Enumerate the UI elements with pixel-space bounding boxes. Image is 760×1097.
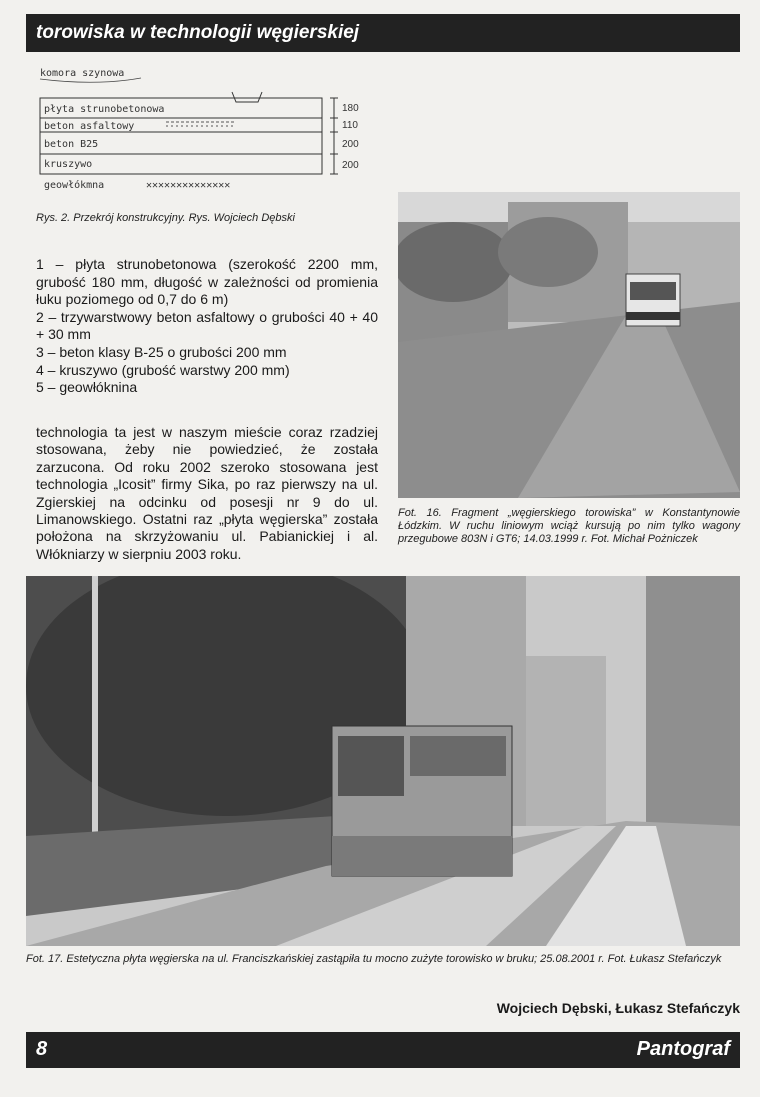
dim-1: 180 <box>342 103 359 114</box>
label-layer2: beton asfaltowy <box>44 121 135 132</box>
diagram-caption: Rys. 2. Przekrój konstrukcyjny. Rys. Wojciech Dębski <box>36 212 295 224</box>
label-layer3: beton B25 <box>44 139 99 150</box>
photo-16-caption: Fot. 16. Fragment „węgierskiego torowiska” w Konstantynowie Łódzkim. W ruchu liniowym wciąż kursują po nim tylko wagony przegubowe 803N i GT6; 14.03.1999 r. Fot. Michał Pożniczek <box>398 507 740 545</box>
list-item: 3 – beton klasy B-25 o grubości 200 mm <box>36 343 287 360</box>
footer-bar <box>26 1032 740 1068</box>
dim-2: 110 <box>342 120 358 131</box>
page-number: 8 <box>36 1038 48 1060</box>
header-bar <box>26 14 740 52</box>
body-paragraph: technologia ta jest w naszym mieście coraz rzadziej stosowana, żeby nie powiedzieć, że została zarzucona. Od roku 2002 szeroko stosowana jest technologia „Icosit” firmy Sika, po raz pierwszy na ul. Zgierskiej na odcinku od posesji nr 9 do ul. Limanowskiego. Ostatni raz „płyta węgierska” została położona na skrzyżowaniu ul. Pabianickiej i al. Włókniarzy w sierpniu 2003 roku. <box>36 424 378 562</box>
list-item: 5 – geowłóknina <box>36 379 138 396</box>
magazine-name: Pantograf <box>636 1038 730 1060</box>
label-layer4: kruszywo <box>44 159 93 170</box>
dim-3: 200 <box>342 139 359 150</box>
photo-17-caption: Fot. 17. Estetyczna płyta węgierska na ul. Franciszkańskiej zastąpiła tu mocno zużyte torowisko w bruku; 25.08.2001 r. Fot. Łukasz Stefańczyk <box>26 953 722 965</box>
label-layer5: geowłókmna <box>44 180 105 191</box>
authors: Wojciech Dębski, Łukasz Stefańczyk <box>496 1000 740 1016</box>
list-item: 1 – płyta strunobetonowa (szerokość 2200 mm, grubość 180 mm, długość w zależności od promienia łuku poziomego od 0,7 do 6 m) <box>36 256 378 308</box>
label-layer1: płyta strunobetonowa <box>44 104 165 115</box>
photo-16 <box>398 192 740 498</box>
list-item: 2 – trzywarstwowy beton asfaltowy o grubości 40 + 40 + 30 mm <box>36 308 378 343</box>
photo-17 <box>26 576 740 946</box>
cross-section-diagram <box>36 64 386 204</box>
section-title: torowiska w technologii węgierskiej <box>36 22 360 43</box>
layer-list <box>36 256 378 397</box>
svg-text:✕✕✕✕✕✕✕✕✕✕✕✕✕✕: ✕✕✕✕✕✕✕✕✕✕✕✕✕✕ <box>146 180 231 191</box>
label-chamber: komora szynowa <box>40 68 125 79</box>
dim-4: 200 <box>342 160 359 171</box>
list-item: 4 – kruszywo (grubość warstwy 200 mm) <box>36 361 290 378</box>
